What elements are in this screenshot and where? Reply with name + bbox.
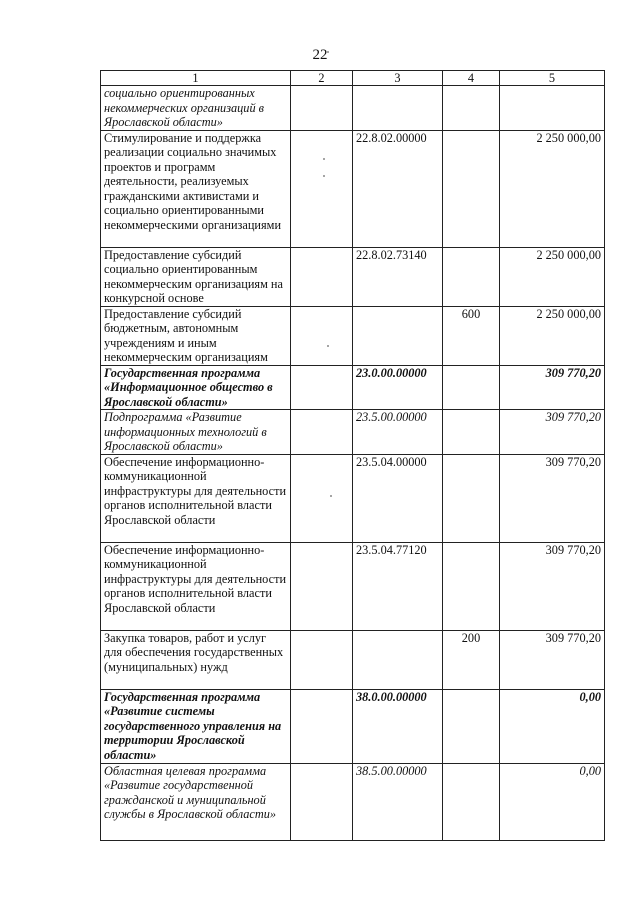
table-row: [101, 763, 605, 840]
row-type-cell: [443, 689, 500, 763]
row-code-cell: 23.5.04.00000: [353, 454, 443, 542]
row-amount-cell: 309 770,20: [500, 365, 605, 410]
column-header-3: 3: [353, 71, 443, 86]
row-name-cell: Обеспечение информационно-коммуникационной инфраструктуры для деятельности органов исполнительной власти Ярославской области: [101, 454, 291, 542]
row-code-cell: 23.5.00.00000: [353, 410, 443, 455]
row-type-cell: [443, 365, 500, 410]
column-header-5: 5: [500, 71, 605, 86]
row-col2-cell: [291, 365, 353, 410]
scan-speck: [323, 158, 325, 160]
scan-speck: [327, 51, 329, 53]
table-row: [101, 130, 605, 247]
row-name-cell: Областная целевая программа «Развитие государственной гражданской и муниципальной службы в Ярославской области»: [101, 763, 291, 840]
row-col2-cell: [291, 306, 353, 365]
table-row: [101, 306, 605, 365]
table-row: [101, 542, 605, 630]
table-row: [101, 630, 605, 689]
row-col2-cell: [291, 689, 353, 763]
row-col2-cell: [291, 454, 353, 542]
row-name-cell: Подпрограмма «Развитие информационных технологий в Ярославской области»: [101, 410, 291, 455]
row-type-cell: [443, 130, 500, 247]
row-name-cell: социально ориентированных некоммерческих организаций в Ярославской области»: [101, 86, 291, 131]
table-row: [101, 410, 605, 455]
row-code-cell: 23.5.04.77120: [353, 542, 443, 630]
row-amount-cell: 309 770,20: [500, 454, 605, 542]
page-number: 22: [312, 47, 328, 63]
row-amount-cell: 309 770,20: [500, 630, 605, 689]
row-name-cell: Обеспечение информационно-коммуникационной инфраструктуры для деятельности органов исполнительной власти Ярославской области: [101, 542, 291, 630]
row-name-cell: Предоставление субсидий социально ориентированным некоммерческим организациям на конкурсной основе: [101, 247, 291, 306]
scan-speck: [330, 495, 332, 497]
row-col2-cell: [291, 247, 353, 306]
table-row: [101, 689, 605, 763]
row-amount-cell: 309 770,20: [500, 410, 605, 455]
row-type-cell: [443, 542, 500, 630]
row-type-cell: [443, 247, 500, 306]
row-col2-cell: [291, 542, 353, 630]
budget-table: [100, 70, 605, 841]
row-amount-cell: 309 770,20: [500, 542, 605, 630]
row-amount-cell: 2 250 000,00: [500, 247, 605, 306]
row-col2-cell: [291, 130, 353, 247]
row-amount-cell: 0,00: [500, 689, 605, 763]
row-amount-cell: [500, 86, 605, 131]
row-col2-cell: [291, 763, 353, 840]
row-type-cell: [443, 86, 500, 131]
row-code-cell: 38.0.00.00000: [353, 689, 443, 763]
row-name-cell: Стимулирование и поддержка реализации социально значимых проектов и программ деятельности, реализуемых гражданскими активистами и социально ориентированными некоммерческими организациями: [101, 130, 291, 247]
row-name-cell: Государственная программа «Развитие системы государственного управления на территории Ярославской области»: [101, 689, 291, 763]
row-code-cell: 22.8.02.73140: [353, 247, 443, 306]
column-header-4: 4: [443, 71, 500, 86]
row-code-cell: [353, 86, 443, 131]
table-row: [101, 454, 605, 542]
row-code-cell: 38.5.00.00000: [353, 763, 443, 840]
table-row: [101, 86, 605, 131]
row-type-cell: 600: [443, 306, 500, 365]
scan-speck: [327, 345, 329, 347]
column-header-2: 2: [291, 71, 353, 86]
row-type-cell: 200: [443, 630, 500, 689]
row-name-cell: Предоставление субсидий бюджетным, автономным учреждениям и иным некоммерческим организациям: [101, 306, 291, 365]
table-row: [101, 365, 605, 410]
row-col2-cell: [291, 410, 353, 455]
table-row: [101, 247, 605, 306]
column-header-1: 1: [101, 71, 291, 86]
scan-speck: [323, 175, 325, 177]
row-amount-cell: 2 250 000,00: [500, 306, 605, 365]
row-col2-cell: [291, 630, 353, 689]
row-code-cell: 22.8.02.00000: [353, 130, 443, 247]
row-name-cell: Закупка товаров, работ и услуг для обеспечения государственных (муниципальных) нужд: [101, 630, 291, 689]
row-name-cell: Государственная программа «Информационное общество в Ярославской области»: [101, 365, 291, 410]
row-type-cell: [443, 410, 500, 455]
row-amount-cell: 0,00: [500, 763, 605, 840]
row-code-cell: 23.0.00.00000: [353, 365, 443, 410]
row-type-cell: [443, 454, 500, 542]
row-code-cell: [353, 306, 443, 365]
row-code-cell: [353, 630, 443, 689]
row-col2-cell: [291, 86, 353, 131]
row-type-cell: [443, 763, 500, 840]
table-header-row: [101, 71, 605, 86]
row-amount-cell: 2 250 000,00: [500, 130, 605, 247]
